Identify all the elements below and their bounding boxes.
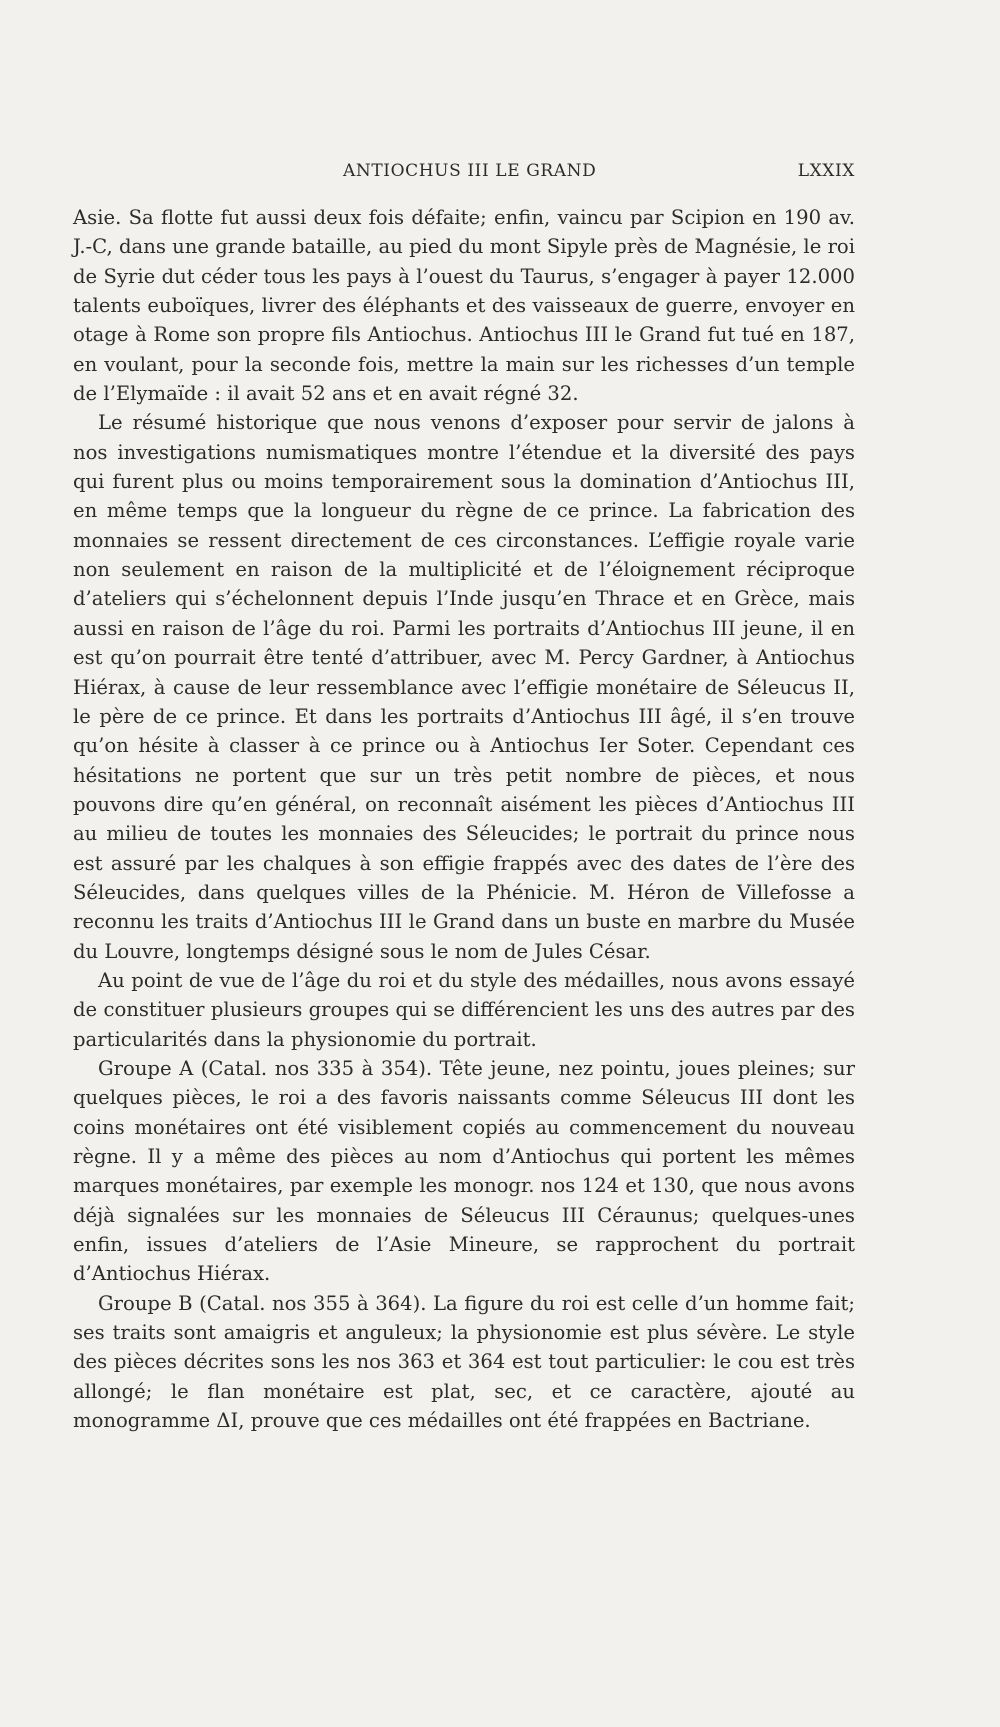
page-number: LXXIX xyxy=(797,161,855,181)
running-title: ANTIOCHUS III LE GRAND xyxy=(343,161,597,181)
paragraph-historical-summary: Le résumé historique que nous venons d’exposer pour servir de jalons à nos investigations numismatiques montre l’étendue et la diversité des pays qui furent plus ou moins temporairement sous la domination d’Antiochus III, en même temps que la longueur du règne de ce prince. La fabrication des monnaies se ressent directement de ces circonstances. L’effigie royale varie non seulement en raison de la multiplicité et de l’éloignement réciproque d’ateliers qui s’échelonnent depuis l’Inde jusqu’en Thrace et en Grèce, mais aussi en raison de l’âge du roi. Parmi les portraits d’Antiochus III jeune, il en est qu’on pourrait être tenté d’attribuer, avec M. Percy Gardner, à Antiochus Hiérax, à cause de leur ressemblance avec l’effigie monétaire de Séleucus II, le père de ce prince. Et dans les portraits d’Antiochus III âgé, il s’en trouve qu’on hésite à classer à ce prince ou à Antiochus Ier Soter. Cependant ces hésitations ne portent que sur un très petit nombre de pièces, et nous pouvons dire qu’en général, on reconnaît aisément les pièces d’Antiochus III au milieu de toutes les monnaies des Séleucides; le portrait du prince nous est assuré par les chalques à son effigie frappés avec des dates de l’ère des Séleucides, dans quelques villes de la Phénicie. M. Héron de Villefosse a reconnu les traits d’Antiochus III le Grand dans un buste en marbre du Musée du Louvre, longtemps désigné sous le nom de Jules César. xyxy=(73,411,855,963)
paragraph-groupe-a: Groupe A (Catal. nos 335 à 354). Tête jeune, nez pointu, joues pleines; sur quelques pièces, le roi a des favoris naissants comme Séleucus III dont les coins monétaires ont été visiblement copiés au commencement du nouveau règne. Il y a même des pièces au nom d’Antiochus qui portent les mêmes marques monétaires, par exemple les monogr. nos 124 et 130, que nous avons déjà signalées sur les monnaies de Séleucus III Céraunus; quelques-unes enfin, issues d’ateliers de l’Asie Mineure, se rapprochent du portrait d’Antiochus Hiérax. xyxy=(73,1056,855,1286)
paragraph-continuation: Asie. Sa flotte fut aussi deux fois défaite; enfin, vaincu par Scipion en 190 av. J.-C, dans une grande bataille, au pied du mont Sipyle près de Magnésie, le roi de Syrie dut céder tous les pays à l’ouest du Taurus, s’engager à payer 12.000 talents euboïques, livrer des éléphants et des vaisseaux de guerre, envoyer en otage à Rome son propre fils Antiochus. Antiochus III le Grand fut tué en 187, en voulant, pour la seconde fois, mettre la main sur les richesses d’un temple de l’Elymaïde : il avait 52 ans et en avait régné 32. xyxy=(73,206,855,406)
running-header xyxy=(73,161,855,185)
body-text xyxy=(73,203,855,1435)
paragraph-groups-intro: Au point de vue de l’âge du roi et du style des médailles, nous avons essayé de constituer plusieurs groupes qui se différencient les uns des autres par des particularités dans la physionomie du portrait. xyxy=(73,968,855,1051)
paragraph-groupe-b: Groupe B (Catal. nos 355 à 364). La figure du roi est celle d’un homme fait; ses traits sont amaigris et anguleux; la physionomie est plus sévère. Le style des pièces décrites sons les nos 363 et 364 est tout particulier: le cou est très allongé; le flan monétaire est plat, sec, et ce caractère, ajouté au monogramme ΔΙ, prouve que ces médailles ont été frappées en Bactriane. xyxy=(73,1291,855,1433)
